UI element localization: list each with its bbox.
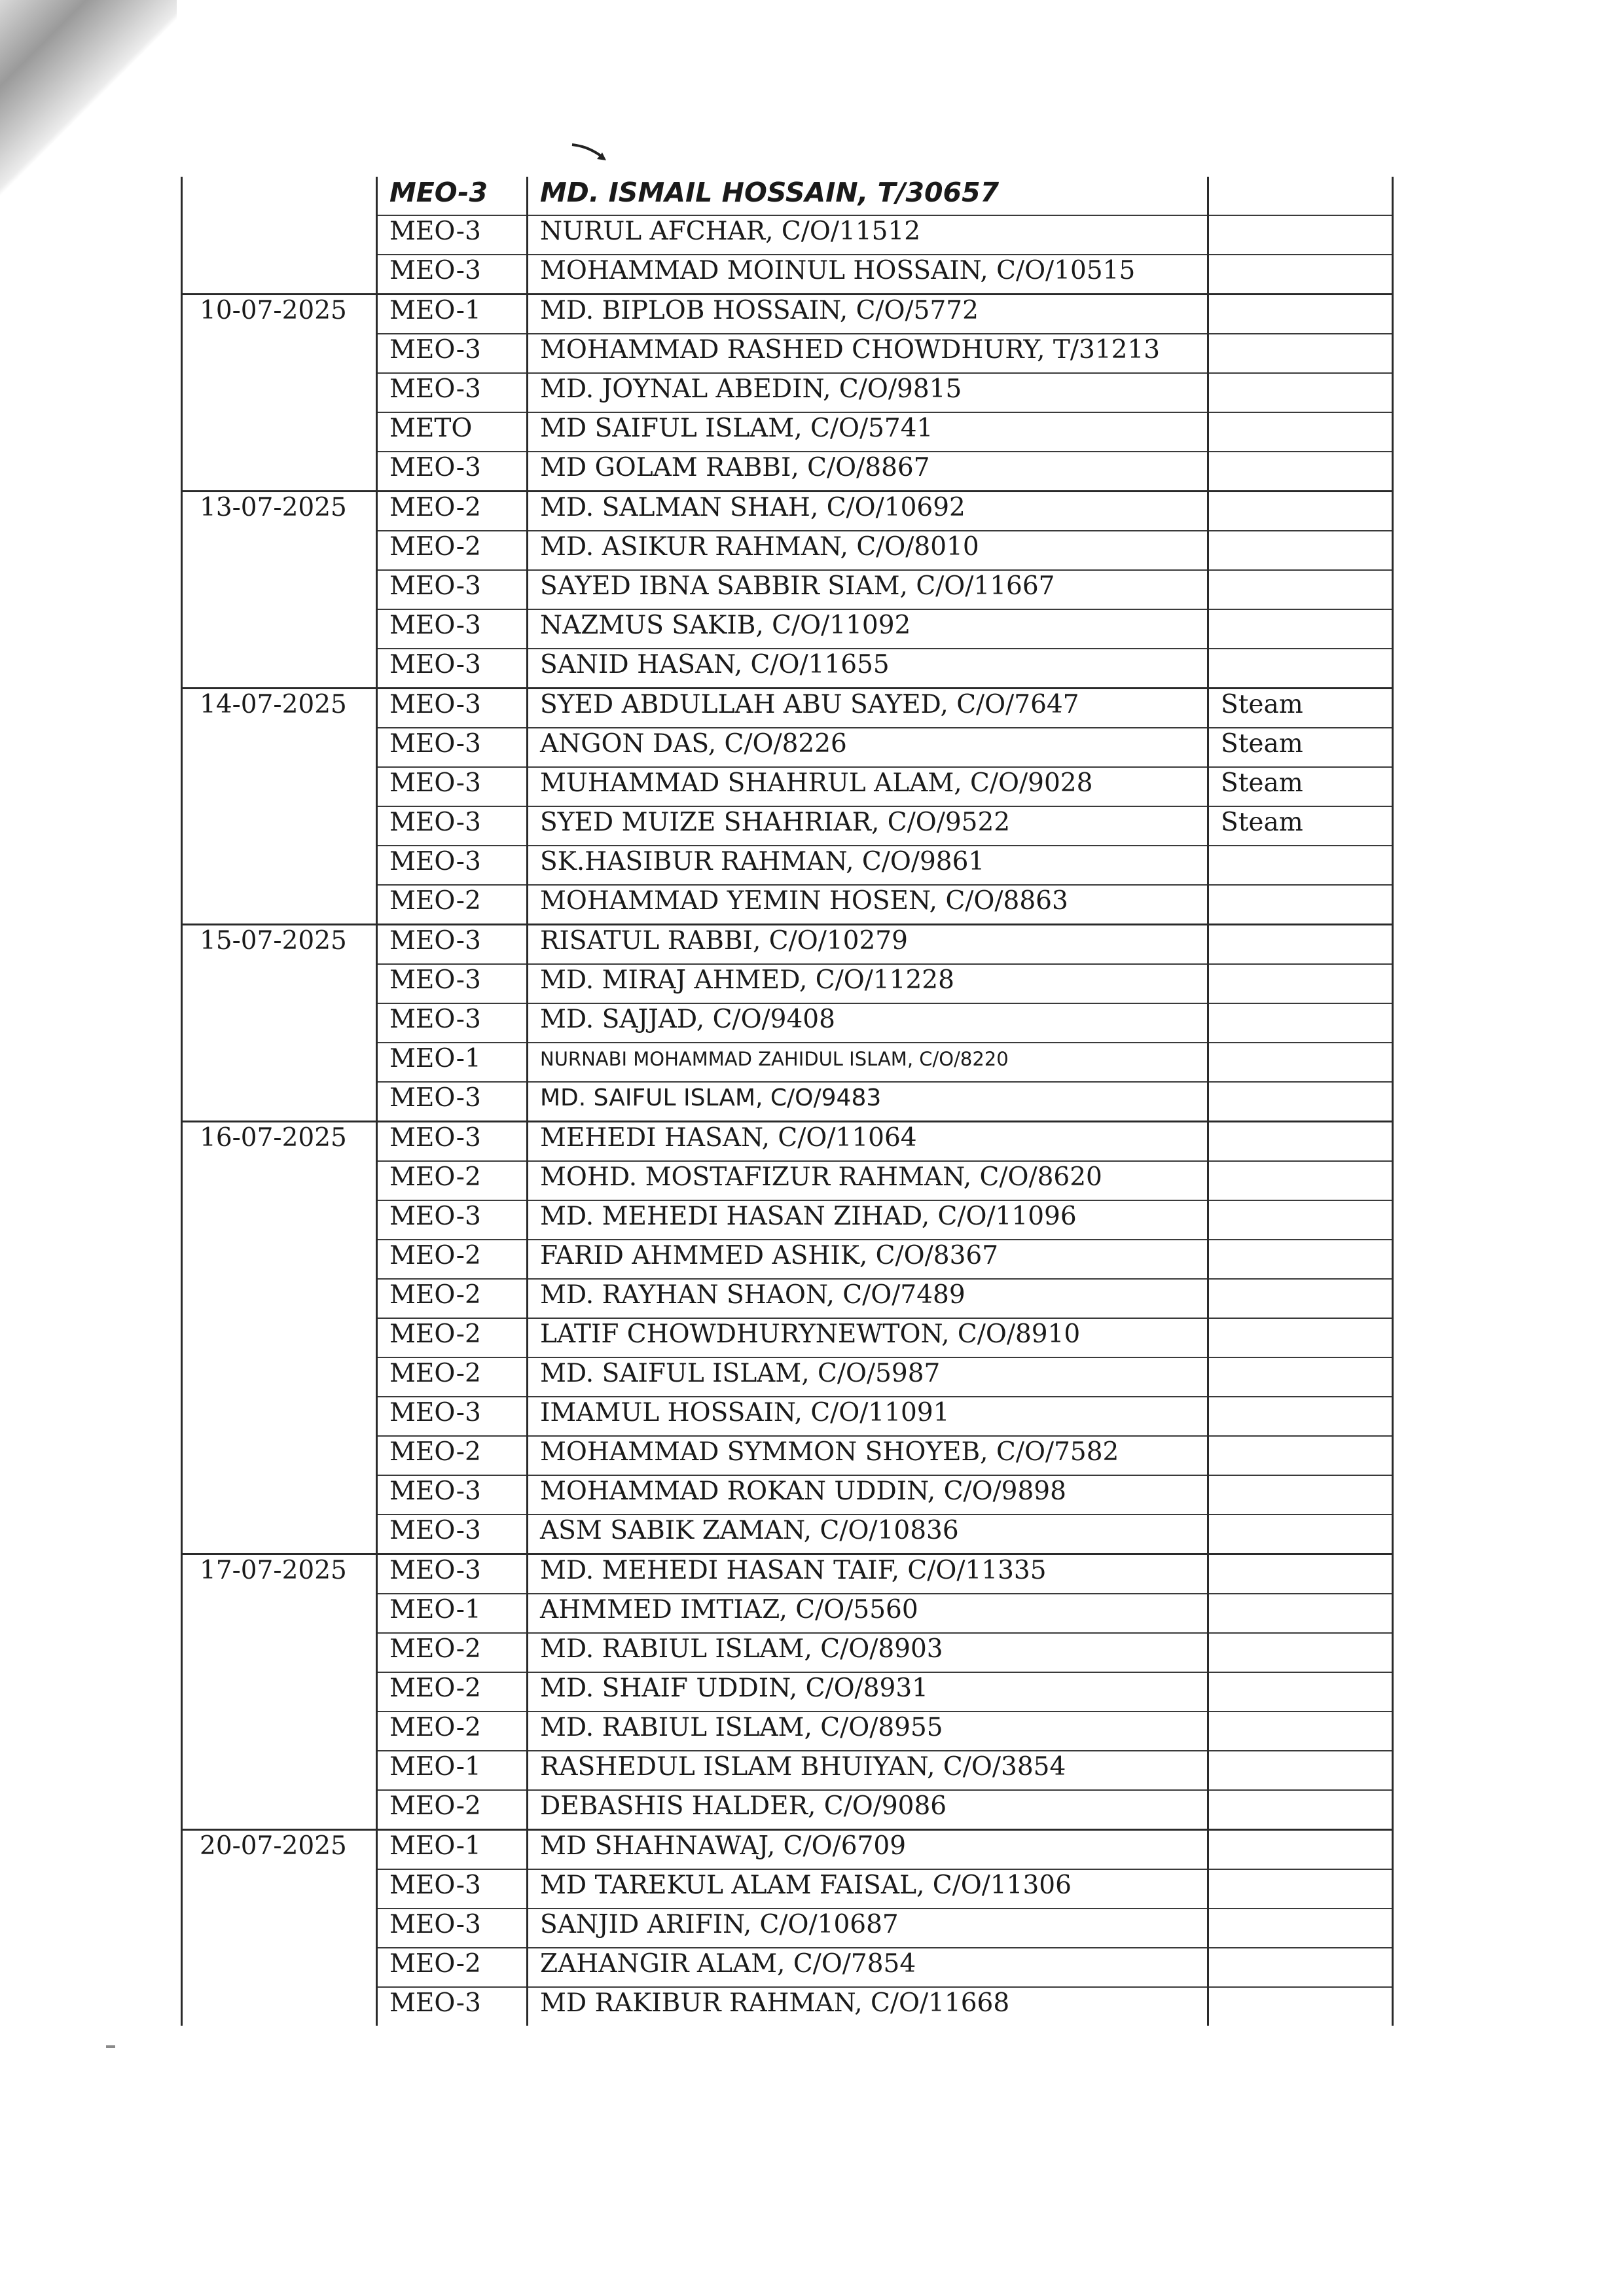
remark-cell (1208, 1122, 1393, 1162)
officer-name-cell: MD. SAIFUL ISLAM, C/O/9483 (528, 1082, 1208, 1122)
officer-name-cell: MD. MIRAJ AHMED, C/O/11228 (528, 964, 1208, 1003)
grade-cell: MEO-3 (377, 1200, 528, 1240)
date-cell (182, 1318, 377, 1357)
roster-row (182, 1790, 1393, 1830)
grade-cell: MEO-1 (377, 1043, 528, 1082)
grade-cell: MEO-2 (377, 1436, 528, 1475)
date-cell (182, 649, 377, 689)
officer-name-cell: ZAHANGIR ALAM, C/O/7854 (528, 1948, 1208, 1987)
remark-cell (1208, 1515, 1393, 1554)
date-cell (182, 609, 377, 649)
grade-cell: MEO-3 (377, 1869, 528, 1909)
date-cell (182, 1082, 377, 1122)
officer-name-cell: MOHAMMAD SYMMON SHOYEB, C/O/7582 (528, 1436, 1208, 1475)
remark-cell (1208, 295, 1393, 334)
roster-row (182, 215, 1393, 255)
officer-name-cell: MUHAMMAD SHAHRUL ALAM, C/O/9028 (528, 767, 1208, 806)
officer-name-cell: MD RAKIBUR RAHMAN, C/O/11668 (528, 1987, 1208, 2026)
roster-row (182, 1397, 1393, 1436)
roster-row (182, 1240, 1393, 1279)
grade-cell: MEO-1 (377, 1830, 528, 1870)
grade-cell: MEO-2 (377, 1790, 528, 1830)
grade-cell: MEO-2 (377, 1712, 528, 1751)
remark-cell (1208, 1554, 1393, 1594)
date-cell (182, 846, 377, 885)
roster-row (182, 728, 1393, 767)
officer-name-cell: MD GOLAM RABBI, C/O/8867 (528, 452, 1208, 492)
date-cell (182, 885, 377, 925)
remark-cell (1208, 1594, 1393, 1633)
remark-cell (1208, 1948, 1393, 1987)
roster-row (182, 885, 1393, 925)
officer-name-cell: DEBASHIS HALDER, C/O/9086 (528, 1790, 1208, 1830)
remark-cell (1208, 1161, 1393, 1200)
officer-name-cell: MD. RABIUL ISLAM, C/O/8903 (528, 1633, 1208, 1672)
handwritten-arrow-mark (571, 141, 610, 164)
remark-cell (1208, 452, 1393, 492)
remark-cell (1208, 255, 1393, 295)
officer-name-cell: MD. RAYHAN SHAON, C/O/7489 (528, 1279, 1208, 1318)
officer-name-cell: MD. SALMAN SHAH, C/O/10692 (528, 492, 1208, 531)
grade-cell: MEO-3 (377, 728, 528, 767)
remark-cell (1208, 1751, 1393, 1790)
roster-row (182, 806, 1393, 846)
date-cell (182, 255, 377, 295)
roster-row (182, 1633, 1393, 1672)
roster-row (182, 1043, 1393, 1082)
date-cell (182, 1397, 377, 1436)
grade-cell: MEO-3 (377, 609, 528, 649)
date-cell (182, 177, 377, 215)
date-cell (182, 767, 377, 806)
grade-cell: MEO-2 (377, 1948, 528, 1987)
roster-row (182, 1672, 1393, 1712)
officer-name-cell: RASHEDUL ISLAM BHUIYAN, C/O/3854 (528, 1751, 1208, 1790)
remark-cell (1208, 964, 1393, 1003)
page-corner-fold (0, 0, 177, 216)
grade-cell: MEO-3 (377, 806, 528, 846)
officer-name-cell: MD SAIFUL ISLAM, C/O/5741 (528, 412, 1208, 452)
scan-mark (106, 2045, 115, 2048)
officer-name-cell: MOHAMMAD MOINUL HOSSAIN, C/O/10515 (528, 255, 1208, 295)
remark-cell (1208, 1357, 1393, 1397)
grade-cell: MEO-3 (377, 255, 528, 295)
roster-row (182, 1357, 1393, 1397)
roster-row (182, 1909, 1393, 1948)
officer-name-cell: SANJID ARIFIN, C/O/10687 (528, 1909, 1208, 1948)
grade-cell: MEO-3 (377, 649, 528, 689)
grade-cell: MEO-3 (377, 1515, 528, 1554)
remark-cell (1208, 1869, 1393, 1909)
officer-name-cell: MOHD. MOSTAFIZUR RAHMAN, C/O/8620 (528, 1161, 1208, 1200)
grade-cell: MEO-3 (377, 1082, 528, 1122)
remark-cell (1208, 1397, 1393, 1436)
grade-cell: MEO-3 (377, 373, 528, 412)
grade-cell: MEO-3 (377, 964, 528, 1003)
remark-cell (1208, 1043, 1393, 1082)
roster-row (182, 1003, 1393, 1043)
grade-cell: MEO-3 (377, 1909, 528, 1948)
officer-name-cell: MD. ASIKUR RAHMAN, C/O/8010 (528, 531, 1208, 570)
remark-cell: Steam (1208, 728, 1393, 767)
officer-name-cell: MOHAMMAD YEMIN HOSEN, C/O/8863 (528, 885, 1208, 925)
grade-cell: MEO-2 (377, 492, 528, 531)
grade-cell: MEO-3 (377, 767, 528, 806)
officer-name-cell: IMAMUL HOSSAIN, C/O/11091 (528, 1397, 1208, 1436)
officer-name-cell: NAZMUS SAKIB, C/O/11092 (528, 609, 1208, 649)
grade-cell: MEO-3 (377, 1475, 528, 1515)
grade-cell: MEO-3 (377, 1003, 528, 1043)
roster-row (182, 570, 1393, 609)
remark-cell (1208, 373, 1393, 412)
remark-cell (1208, 570, 1393, 609)
date-cell (182, 1515, 377, 1554)
roster-row (182, 177, 1393, 215)
officer-name-cell: SYED ABDULLAH ABU SAYED, C/O/7647 (528, 689, 1208, 728)
remark-cell (1208, 1909, 1393, 1948)
roster-row (182, 1122, 1393, 1162)
grade-cell: MEO-1 (377, 295, 528, 334)
remark-cell (1208, 1200, 1393, 1240)
remark-cell (1208, 334, 1393, 373)
officer-name-cell: MD. BIPLOB HOSSAIN, C/O/5772 (528, 295, 1208, 334)
roster-row (182, 1200, 1393, 1240)
roster-row (182, 334, 1393, 373)
duty-roster-table (181, 177, 1394, 2026)
remark-cell (1208, 1240, 1393, 1279)
date-cell (182, 1279, 377, 1318)
grade-cell: MEO-2 (377, 1357, 528, 1397)
remark-cell: Steam (1208, 689, 1393, 728)
roster-row (182, 1948, 1393, 1987)
date-cell (182, 570, 377, 609)
grade-cell: MEO-3 (377, 1397, 528, 1436)
grade-cell: MEO-2 (377, 1672, 528, 1712)
date-cell (182, 1240, 377, 1279)
grade-cell: MEO-3 (377, 1554, 528, 1594)
grade-cell: MEO-2 (377, 1318, 528, 1357)
grade-cell: MEO-3 (377, 570, 528, 609)
date-cell (182, 531, 377, 570)
roster-row (182, 1751, 1393, 1790)
date-cell (182, 1751, 377, 1790)
officer-name-cell: MEHEDI HASAN, C/O/11064 (528, 1122, 1208, 1162)
date-cell (182, 728, 377, 767)
remark-cell (1208, 1987, 1393, 2026)
date-cell (182, 1003, 377, 1043)
date-cell (182, 964, 377, 1003)
officer-name-cell: ANGON DAS, C/O/8226 (528, 728, 1208, 767)
date-cell: 14-07-2025 (182, 689, 377, 728)
date-cell (182, 215, 377, 255)
grade-cell: MEO-1 (377, 1751, 528, 1790)
roster-row (182, 1712, 1393, 1751)
date-cell (182, 1043, 377, 1082)
grade-cell: MEO-1 (377, 1594, 528, 1633)
roster-row (182, 649, 1393, 689)
officer-name-cell: MD. RABIUL ISLAM, C/O/8955 (528, 1712, 1208, 1751)
grade-cell: METO (377, 412, 528, 452)
date-cell (182, 1909, 377, 1948)
officer-name-cell: MD SHAHNAWAJ, C/O/6709 (528, 1830, 1208, 1870)
officer-name-cell: MD. SAIFUL ISLAM, C/O/5987 (528, 1357, 1208, 1397)
officer-name-cell: AHMMED IMTIAZ, C/O/5560 (528, 1594, 1208, 1633)
remark-cell (1208, 885, 1393, 925)
remark-cell (1208, 1475, 1393, 1515)
remark-cell (1208, 1712, 1393, 1751)
grade-cell: MEO-3 (377, 925, 528, 965)
roster-row (182, 492, 1393, 531)
roster-row (182, 1161, 1393, 1200)
date-cell: 10-07-2025 (182, 295, 377, 334)
grade-cell: MEO-3 (377, 177, 528, 215)
officer-name-cell: MOHAMMAD ROKAN UDDIN, C/O/9898 (528, 1475, 1208, 1515)
roster-row (182, 1279, 1393, 1318)
grade-cell: MEO-3 (377, 689, 528, 728)
remark-cell (1208, 1830, 1393, 1870)
remark-cell (1208, 925, 1393, 965)
remark-cell: Steam (1208, 806, 1393, 846)
date-cell (182, 806, 377, 846)
remark-cell (1208, 1672, 1393, 1712)
roster-row (182, 846, 1393, 885)
roster-row (182, 255, 1393, 295)
date-cell (182, 1594, 377, 1633)
roster-row (182, 925, 1393, 965)
date-cell: 13-07-2025 (182, 492, 377, 531)
officer-name-cell: SYED MUIZE SHAHRIAR, C/O/9522 (528, 806, 1208, 846)
officer-name-cell: SAYED IBNA SABBIR SIAM, C/O/11667 (528, 570, 1208, 609)
roster-row (182, 1830, 1393, 1870)
date-cell (182, 1869, 377, 1909)
roster-row (182, 1082, 1393, 1122)
roster-row (182, 1436, 1393, 1475)
roster-body (182, 177, 1393, 2026)
roster-row (182, 1987, 1393, 2026)
officer-name-cell: MD TAREKUL ALAM FAISAL, C/O/11306 (528, 1869, 1208, 1909)
remark-cell (1208, 531, 1393, 570)
grade-cell: MEO-2 (377, 1279, 528, 1318)
grade-cell: MEO-3 (377, 1987, 528, 2026)
remark-cell (1208, 1790, 1393, 1830)
grade-cell: MEO-3 (377, 334, 528, 373)
date-cell (182, 1790, 377, 1830)
date-cell (182, 1987, 377, 2026)
grade-cell: MEO-2 (377, 1240, 528, 1279)
roster-row (182, 689, 1393, 728)
roster-row (182, 1869, 1393, 1909)
remark-cell (1208, 492, 1393, 531)
roster-row (182, 452, 1393, 492)
officer-name-cell: MD. SAJJAD, C/O/9408 (528, 1003, 1208, 1043)
remark-cell: Steam (1208, 767, 1393, 806)
remark-cell (1208, 1318, 1393, 1357)
remark-cell (1208, 846, 1393, 885)
date-cell (182, 1712, 377, 1751)
remark-cell (1208, 412, 1393, 452)
date-cell (182, 1436, 377, 1475)
date-cell: 20-07-2025 (182, 1830, 377, 1870)
date-cell (182, 1161, 377, 1200)
date-cell (182, 334, 377, 373)
roster-row (182, 1554, 1393, 1594)
date-cell (182, 1200, 377, 1240)
roster-row (182, 1515, 1393, 1554)
date-cell (182, 1357, 377, 1397)
remark-cell (1208, 609, 1393, 649)
remark-cell (1208, 1633, 1393, 1672)
date-cell: 16-07-2025 (182, 1122, 377, 1162)
officer-name-cell: NURNABI MOHAMMAD ZAHIDUL ISLAM, C/O/8220 (528, 1043, 1208, 1082)
officer-name-cell: SANID HASAN, C/O/11655 (528, 649, 1208, 689)
remark-cell (1208, 1436, 1393, 1475)
date-cell (182, 412, 377, 452)
roster-row (182, 1318, 1393, 1357)
officer-name-cell: SK.HASIBUR RAHMAN, C/O/9861 (528, 846, 1208, 885)
roster-row (182, 531, 1393, 570)
officer-name-cell: FARID AHMMED ASHIK, C/O/8367 (528, 1240, 1208, 1279)
officer-name-cell: LATIF CHOWDHURYNEWTON, C/O/8910 (528, 1318, 1208, 1357)
remark-cell (1208, 1003, 1393, 1043)
roster-row (182, 373, 1393, 412)
date-cell (182, 373, 377, 412)
officer-name-cell: RISATUL RABBI, C/O/10279 (528, 925, 1208, 965)
roster-row (182, 412, 1393, 452)
remark-cell (1208, 1279, 1393, 1318)
officer-name-cell: MD. MEHEDI HASAN ZIHAD, C/O/11096 (528, 1200, 1208, 1240)
roster-row (182, 295, 1393, 334)
officer-name-cell: MD. MEHEDI HASAN TAIF, C/O/11335 (528, 1554, 1208, 1594)
officer-name-cell: MOHAMMAD RASHED CHOWDHURY, T/31213 (528, 334, 1208, 373)
grade-cell: MEO-3 (377, 452, 528, 492)
date-cell (182, 452, 377, 492)
grade-cell: MEO-3 (377, 846, 528, 885)
remark-cell (1208, 649, 1393, 689)
date-cell: 15-07-2025 (182, 925, 377, 965)
roster-row (182, 609, 1393, 649)
date-cell (182, 1633, 377, 1672)
officer-name-cell: ASM SABIK ZAMAN, C/O/10836 (528, 1515, 1208, 1554)
grade-cell: MEO-3 (377, 1122, 528, 1162)
officer-name-cell: MD. ISMAIL HOSSAIN, T/30657 (528, 177, 1208, 215)
roster-row (182, 964, 1393, 1003)
date-cell (182, 1948, 377, 1987)
roster-row (182, 1475, 1393, 1515)
date-cell (182, 1475, 377, 1515)
grade-cell: MEO-2 (377, 531, 528, 570)
roster-row (182, 1594, 1393, 1633)
date-cell: 17-07-2025 (182, 1554, 377, 1594)
officer-name-cell: NURUL AFCHAR, C/O/11512 (528, 215, 1208, 255)
remark-cell (1208, 177, 1393, 215)
roster-row (182, 767, 1393, 806)
grade-cell: MEO-2 (377, 1633, 528, 1672)
remark-cell (1208, 215, 1393, 255)
remark-cell (1208, 1082, 1393, 1122)
officer-name-cell: MD. SHAIF UDDIN, C/O/8931 (528, 1672, 1208, 1712)
grade-cell: MEO-2 (377, 885, 528, 925)
officer-name-cell: MD. JOYNAL ABEDIN, C/O/9815 (528, 373, 1208, 412)
grade-cell: MEO-3 (377, 215, 528, 255)
grade-cell: MEO-2 (377, 1161, 528, 1200)
date-cell (182, 1672, 377, 1712)
